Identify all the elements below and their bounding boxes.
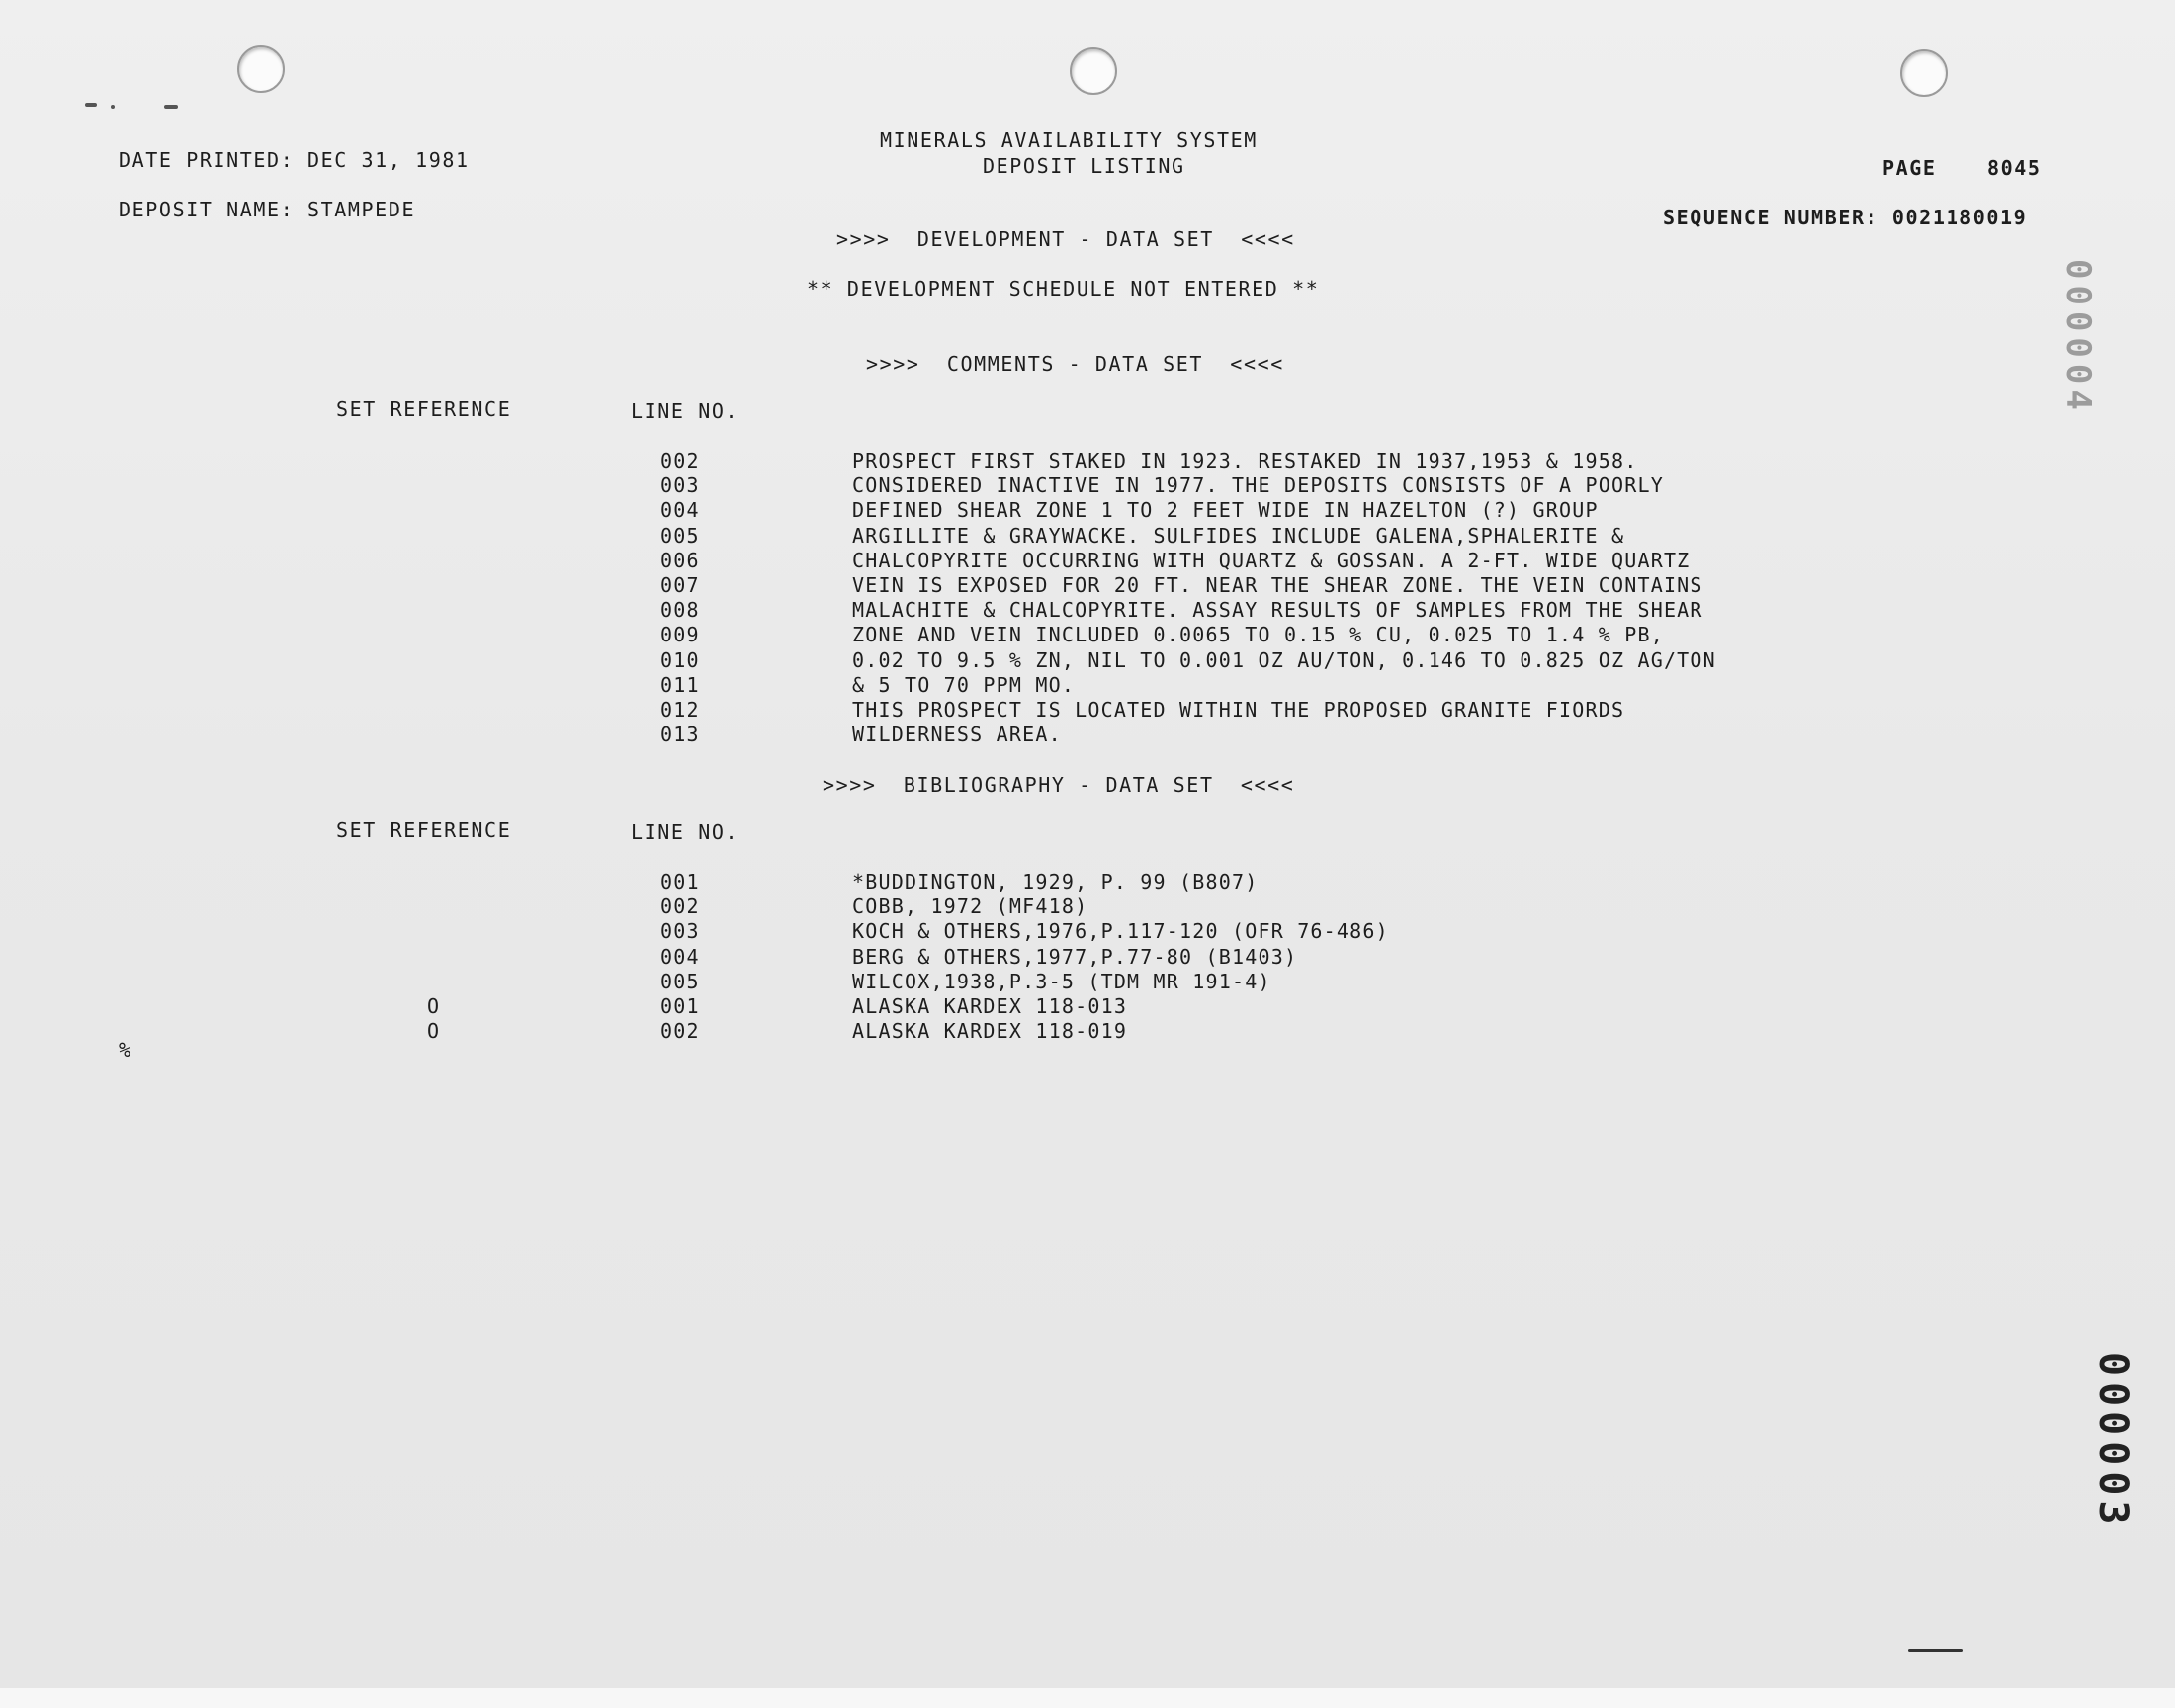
row-line-no: 013 bbox=[660, 723, 700, 746]
row-line-no: 011 bbox=[660, 673, 700, 697]
row-text: WILDERNESS AREA. bbox=[852, 723, 1062, 746]
row-text: CHALCOPYRITE OCCURRING WITH QUARTZ & GOSSAN. A 2-FT. WIDE QUARTZ bbox=[852, 549, 1691, 572]
ink-speck bbox=[111, 105, 115, 109]
row-line-no: 001 bbox=[660, 870, 700, 894]
frame-stamp-bottom: 000003 bbox=[2090, 1352, 2135, 1531]
ink-speck bbox=[1908, 1649, 1963, 1652]
punch-hole-center bbox=[1070, 47, 1117, 95]
row-text: PROSPECT FIRST STAKED IN 1923. RESTAKED IN 1937,1953 & 1958. bbox=[852, 449, 1638, 472]
row-line-no: 002 bbox=[660, 1019, 700, 1043]
date-printed: DATE PRINTED: DEC 31, 1981 bbox=[119, 148, 470, 172]
row-text: DEFINED SHEAR ZONE 1 TO 2 FEET WIDE IN HAZELTON (?) GROUP bbox=[852, 498, 1599, 522]
comments-col-line-no: LINE NO. bbox=[631, 399, 740, 423]
system-title: MINERALS AVAILABILITY SYSTEM bbox=[880, 128, 1258, 152]
sequence-number: SEQUENCE NUMBER: 0021180019 bbox=[1663, 206, 2028, 229]
row-line-no: 005 bbox=[660, 970, 700, 993]
listing-title: DEPOSIT LISTING bbox=[983, 154, 1185, 178]
page-number: 8045 bbox=[1987, 156, 2042, 180]
row-line-no: 004 bbox=[660, 945, 700, 969]
row-text: BERG & OTHERS,1977,P.77-80 (B1403) bbox=[852, 945, 1298, 969]
row-line-no: 012 bbox=[660, 698, 700, 722]
page-label: PAGE bbox=[1882, 156, 1937, 180]
row-line-no: 008 bbox=[660, 598, 700, 622]
row-text: WILCOX,1938,P.3-5 (TDM MR 191-4) bbox=[852, 970, 1271, 993]
row-text: THIS PROSPECT IS LOCATED WITHIN THE PROPOSED GRANITE FIORDS bbox=[852, 698, 1625, 722]
row-line-no: 002 bbox=[660, 895, 700, 918]
row-text: MALACHITE & CHALCOPYRITE. ASSAY RESULTS OF SAMPLES FROM THE SHEAR bbox=[852, 598, 1703, 622]
row-text: ALASKA KARDEX 118-019 bbox=[852, 1019, 1128, 1043]
row-text: COBB, 1972 (MF418) bbox=[852, 895, 1088, 918]
row-text: 0.02 TO 9.5 % ZN, NIL TO 0.001 OZ AU/TON, 0.146 TO 0.825 OZ AG/TON bbox=[852, 648, 1716, 672]
row-text: ALASKA KARDEX 118-013 bbox=[852, 994, 1128, 1018]
row-line-no: 003 bbox=[660, 473, 700, 497]
comments-col-set-reference: SET REFERENCE bbox=[336, 397, 512, 421]
row-text: *BUDDINGTON, 1929, P. 99 (B807) bbox=[852, 870, 1259, 894]
row-line-no: 002 bbox=[660, 449, 700, 472]
row-text: ZONE AND VEIN INCLUDED 0.0065 TO 0.15 % CU, 0.025 TO 1.4 % PB, bbox=[852, 623, 1664, 646]
row-text: ARGILLITE & GRAYWACKE. SULFIDES INCLUDE GALENA,SPHALERITE & bbox=[852, 524, 1625, 548]
row-line-no: 003 bbox=[660, 919, 700, 943]
frame-stamp-top: 000004 bbox=[2058, 259, 2098, 416]
row-line-no: 004 bbox=[660, 498, 700, 522]
bibliography-col-set-reference: SET REFERENCE bbox=[336, 818, 512, 842]
bibliography-heading: >>>> BIBLIOGRAPHY - DATA SET <<<< bbox=[823, 773, 1295, 797]
row-line-no: 005 bbox=[660, 524, 700, 548]
deposit-name: DEPOSIT NAME: STAMPEDE bbox=[119, 198, 416, 221]
row-line-no: 009 bbox=[660, 623, 700, 646]
punch-hole-left bbox=[237, 45, 285, 93]
row-set-reference: O bbox=[427, 1019, 441, 1043]
row-text: VEIN IS EXPOSED FOR 20 FT. NEAR THE SHEAR ZONE. THE VEIN CONTAINS bbox=[852, 573, 1703, 597]
ink-speck bbox=[85, 103, 97, 107]
comments-heading: >>>> COMMENTS - DATA SET <<<< bbox=[866, 352, 1284, 376]
development-heading: >>>> DEVELOPMENT - DATA SET <<<< bbox=[836, 227, 1295, 251]
row-text: CONSIDERED INACTIVE IN 1977. THE DEPOSITS CONSISTS OF A POORLY bbox=[852, 473, 1664, 497]
row-text: KOCH & OTHERS,1976,P.117-120 (OFR 76-486) bbox=[852, 919, 1389, 943]
row-line-no: 007 bbox=[660, 573, 700, 597]
percent-mark: % bbox=[119, 1038, 132, 1062]
bibliography-col-line-no: LINE NO. bbox=[631, 820, 740, 844]
development-note: ** DEVELOPMENT SCHEDULE NOT ENTERED ** bbox=[807, 277, 1320, 300]
row-set-reference: O bbox=[427, 994, 441, 1018]
row-line-no: 006 bbox=[660, 549, 700, 572]
row-line-no: 001 bbox=[660, 994, 700, 1018]
punch-hole-right bbox=[1900, 49, 1948, 97]
row-line-no: 010 bbox=[660, 648, 700, 672]
row-text: & 5 TO 70 PPM MO. bbox=[852, 673, 1076, 697]
ink-speck bbox=[164, 105, 178, 109]
